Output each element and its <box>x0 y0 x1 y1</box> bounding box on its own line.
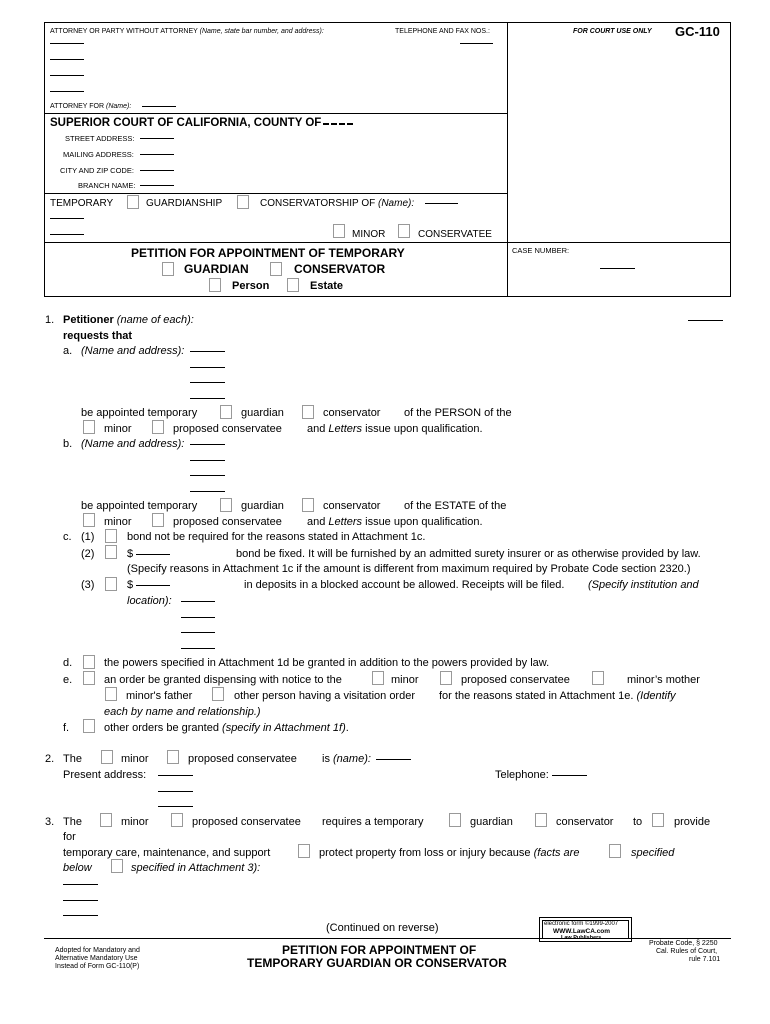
item1a-hint: (Name and address): <box>81 345 185 357</box>
item1e-other-checkbox[interactable] <box>212 687 224 701</box>
item3-proposed-checkbox[interactable] <box>171 813 183 827</box>
item3-number: 3. <box>45 816 55 828</box>
item1c2-num: (2) <box>81 548 95 560</box>
item3-protect: protect property from loss or injury because (facts are <box>319 847 580 859</box>
item2-telephone: Telephone: <box>495 769 549 781</box>
item2-the: The <box>63 753 82 765</box>
item3-specified-attachment: specified in Attachment 3): <box>131 862 261 874</box>
case-minor-checkbox[interactable] <box>333 224 345 238</box>
court-use-label: FOR COURT USE ONLY <box>573 28 652 35</box>
petitioner-field[interactable] <box>688 320 723 321</box>
mailing-field[interactable] <box>140 154 174 155</box>
item1e-other: other person having a visitation order <box>234 690 415 702</box>
item1a-proposed: proposed conservatee <box>173 423 282 435</box>
item2-proposed: proposed conservatee <box>188 753 297 765</box>
phone-label: TELEPHONE AND FAX NOS.: <box>395 28 490 35</box>
item2-number: 2. <box>45 753 55 765</box>
adopted-line-1: Adopted for Mandatory and <box>55 947 140 954</box>
item3-minor-checkbox[interactable] <box>100 813 112 827</box>
item1b-hint: (Name and address): <box>81 438 185 450</box>
item2-minor: minor <box>121 753 149 765</box>
form-title: PETITION FOR APPOINTMENT OF TEMPORARY <box>131 246 405 260</box>
item1a-minor-checkbox[interactable] <box>83 420 95 434</box>
item1a-label: a. <box>63 345 73 357</box>
item1a-guardian: guardian <box>241 407 284 419</box>
case-temporary: TEMPORARY <box>50 198 114 209</box>
item3-for: for <box>63 831 76 843</box>
item3-provide: provide <box>674 816 711 828</box>
county-field[interactable] <box>323 123 353 125</box>
title-estate: Estate <box>310 280 344 292</box>
item1-requests: requests that <box>63 330 133 342</box>
item2-present-address: Present address: <box>63 769 147 781</box>
item1c1-text: bond not be required for the reasons stated in Attachment 1c. <box>127 531 426 543</box>
item1a-field-4[interactable] <box>190 398 225 399</box>
title-person: Person <box>232 280 270 292</box>
item3-to: to <box>633 816 643 828</box>
item3-protect-checkbox[interactable] <box>298 844 310 858</box>
item1c3-hint: (Specify institution and <box>588 579 699 591</box>
item3-specified: specified <box>631 847 675 859</box>
item1c2-text2: (Specify reasons in Attachment 1c if the amount is different from maximum required by Probate Code section 2320.) <box>127 563 691 575</box>
item3-guardian-checkbox[interactable] <box>449 813 461 827</box>
case-name-line-3[interactable] <box>50 234 84 235</box>
item1c3-num: (3) <box>81 579 95 591</box>
item1d-text: the powers specified in Attachment 1d be granted in addition to the powers provided by law. <box>104 657 550 669</box>
attorney-label: ATTORNEY OR PARTY WITHOUT ATTORNEY (Name, state bar number, and address): <box>50 28 324 35</box>
case-number-label: CASE NUMBER: <box>512 246 570 255</box>
item1e-minor-checkbox[interactable] <box>372 671 384 685</box>
item1c2-dollar: $ <box>127 548 134 560</box>
item1b-field-3[interactable] <box>190 475 225 476</box>
case-guardianship: GUARDIANSHIP <box>146 198 223 209</box>
attorney-field-line-1[interactable] <box>50 43 84 44</box>
reference-line-1: Probate Code, § 2250 <box>649 940 718 947</box>
adopted-line-2: Alternative Mandatory Use <box>55 955 138 962</box>
footer-title-1: PETITION FOR APPOINTMENT OF <box>282 943 477 957</box>
item1c3-text: in deposits in a blocked account be allowed. Receipts will be filed. <box>244 579 565 591</box>
footer-title-2: TEMPORARY GUARDIAN OR CONSERVATOR <box>247 956 507 970</box>
item1e-proposed: proposed conservatee <box>461 674 570 686</box>
item1c-label: c. <box>63 531 72 543</box>
case-name-line-2[interactable] <box>50 218 84 219</box>
stamp-line-2: WWW.LawCA.com <box>553 928 611 935</box>
item3-conservator-checkbox[interactable] <box>535 813 547 827</box>
city-label: CITY AND ZIP CODE: <box>60 166 134 175</box>
item3-proposed: proposed conservatee <box>192 816 301 828</box>
item1c3-dollar: $ <box>127 579 134 591</box>
item3-minor: minor <box>121 816 149 828</box>
street-label: STREET ADDRESS: <box>65 134 135 143</box>
publisher-stamp <box>539 917 632 942</box>
item1a-guardian-checkbox[interactable] <box>220 405 232 419</box>
item1a-conservator: conservator <box>323 407 381 419</box>
court-title: SUPERIOR COURT OF CALIFORNIA, COUNTY OF <box>50 117 322 129</box>
item1d-checkbox[interactable] <box>83 655 95 669</box>
item1a-be-appointed: be appointed temporary <box>81 407 198 419</box>
item1e-mother-checkbox[interactable] <box>592 671 604 685</box>
item1b-field-2[interactable] <box>190 460 225 461</box>
item3-facts-2[interactable] <box>63 900 98 901</box>
item1f-checkbox[interactable] <box>83 719 95 733</box>
item1e-checkbox[interactable] <box>83 671 95 685</box>
item2-minor-checkbox[interactable] <box>101 750 113 764</box>
item1a-minor: minor <box>104 423 132 435</box>
title-section-divider <box>44 242 731 243</box>
item1a-conservator-checkbox[interactable] <box>302 405 314 419</box>
item1c3-hint2: location): <box>127 595 172 607</box>
item1e-proposed-checkbox[interactable] <box>440 671 452 685</box>
item2-name-field[interactable] <box>376 759 411 760</box>
item1d-label: d. <box>63 657 73 669</box>
attorney-for-field[interactable] <box>142 106 176 107</box>
form-number: GC-110 <box>675 24 720 39</box>
continued-note: (Continued on reverse) <box>326 922 439 934</box>
item3-guardian: guardian <box>470 816 513 828</box>
item1b-minor: minor <box>104 516 132 528</box>
reference-line-2: Cal. Rules of Court, <box>656 948 718 955</box>
attorney-field-line-2[interactable] <box>50 59 84 60</box>
item1b-conservator: conservator <box>323 500 381 512</box>
court-section-divider <box>44 193 507 194</box>
item2-address-3[interactable] <box>158 806 193 807</box>
item2-address-2[interactable] <box>158 791 193 792</box>
case-number-field[interactable] <box>600 268 635 269</box>
case-conservatee-checkbox[interactable] <box>398 224 410 238</box>
mailing-label: MAILING ADDRESS: <box>63 150 134 159</box>
branch-field[interactable] <box>140 185 174 186</box>
item1a-field-3[interactable] <box>190 382 225 383</box>
title-conservator-checkbox[interactable] <box>270 262 282 276</box>
title-person-checkbox[interactable] <box>209 278 221 292</box>
case-conservatorship: CONSERVATORSHIP OF (Name): <box>260 198 415 209</box>
item1b-guardian-checkbox[interactable] <box>220 498 232 512</box>
item3-the: The <box>63 816 82 828</box>
stamp-line-1: electronic form ©1999-2007 <box>544 921 619 927</box>
item1a-field-2[interactable] <box>190 367 225 368</box>
item1e-minor: minor <box>391 674 419 686</box>
attorney-section-divider <box>44 113 507 114</box>
stamp-line-3: Law Publishers <box>561 935 602 941</box>
case-conservatee: CONSERVATEE <box>418 229 492 240</box>
item1c3-location-1[interactable] <box>181 601 215 602</box>
item1c1-checkbox[interactable] <box>105 529 117 543</box>
caption-divider <box>507 22 508 297</box>
item1e-text: an order be granted dispensing with notice to the <box>104 674 342 686</box>
item2-telephone-field[interactable] <box>552 775 587 776</box>
item1b-minor-checkbox[interactable] <box>83 513 95 527</box>
item1c3-location-4[interactable] <box>181 648 215 649</box>
title-guardian-checkbox[interactable] <box>162 262 174 276</box>
item1e-father-checkbox[interactable] <box>105 687 117 701</box>
item1b-label: b. <box>63 438 73 450</box>
item1e-label: e. <box>63 674 73 686</box>
branch-label: BRANCH NAME: <box>78 181 136 190</box>
item2-address-1[interactable] <box>158 775 193 776</box>
city-field[interactable] <box>140 170 174 171</box>
title-estate-checkbox[interactable] <box>287 278 299 292</box>
item1b-be-appointed: be appointed temporary <box>81 500 198 512</box>
item1c1-num: (1) <box>81 531 95 543</box>
item3-facts-1[interactable] <box>63 884 98 885</box>
item1e-mother: minor’s mother <box>627 674 700 686</box>
adopted-line-3: Instead of Form GC-110(P) <box>55 963 140 970</box>
item2-proposed-checkbox[interactable] <box>167 750 179 764</box>
attorney-field-line-4[interactable] <box>50 91 84 92</box>
street-field[interactable] <box>140 138 174 139</box>
item1b-guardian: guardian <box>241 500 284 512</box>
item1a-letters: and Letters issue upon qualification. <box>307 423 483 435</box>
conservatorship-checkbox[interactable] <box>237 195 249 209</box>
item1a-proposed-checkbox[interactable] <box>152 420 164 434</box>
item1c2-amount-field[interactable] <box>136 554 170 555</box>
attorney-for-label: ATTORNEY FOR (Name): <box>50 103 132 110</box>
item3-facts-3[interactable] <box>63 915 98 916</box>
item1f-label: f. <box>63 722 70 734</box>
item1-petitioner: Petitioner (name of each): <box>63 314 194 326</box>
title-guardian: GUARDIAN <box>184 262 249 276</box>
attorney-field-line-3[interactable] <box>50 75 84 76</box>
item1b-of-estate: of the ESTATE of the <box>404 500 507 512</box>
item1b-conservator-checkbox[interactable] <box>302 498 314 512</box>
item1e-father: minor's father <box>126 690 193 702</box>
item3-provide-checkbox[interactable] <box>652 813 664 827</box>
item3-requires: requires a temporary <box>322 816 424 828</box>
phone-field[interactable] <box>460 43 493 44</box>
item1b-proposed-checkbox[interactable] <box>152 513 164 527</box>
item3-care: temporary care, maintenance, and support <box>63 847 271 859</box>
item1c3-amount-field[interactable] <box>136 585 170 586</box>
item1e-identify2: each by name and relationship.) <box>104 706 261 718</box>
item1f-text: other orders be granted (specify in Attachment 1f). <box>104 722 349 734</box>
item2-is: is (name): <box>322 753 371 765</box>
item1b-field-1[interactable] <box>190 444 225 445</box>
title-conservator: CONSERVATOR <box>294 262 386 276</box>
case-minor: MINOR <box>352 229 386 240</box>
item3-below: below <box>63 862 92 874</box>
guardianship-checkbox[interactable] <box>127 195 139 209</box>
item1c3-checkbox[interactable] <box>105 577 117 591</box>
item3-specified-checkbox[interactable] <box>609 844 621 858</box>
case-name-field[interactable] <box>425 203 458 204</box>
item1a-of-person: of the PERSON of the <box>404 407 512 419</box>
item1a-field-1[interactable] <box>190 351 225 352</box>
item1b-letters: and Letters issue upon qualification. <box>307 516 483 528</box>
item1-number: 1. <box>45 314 55 326</box>
item1c3-location-2[interactable] <box>181 617 215 618</box>
item1b-field-4[interactable] <box>190 491 225 492</box>
item3-attachment-checkbox[interactable] <box>111 859 123 873</box>
item1e-reasons: for the reasons stated in Attachment 1e. (Identify <box>439 690 676 702</box>
item1c2-checkbox[interactable] <box>105 545 117 559</box>
reference-line-3: rule 7.101 <box>689 956 721 963</box>
item3-conservator: conservator <box>556 816 614 828</box>
item1b-proposed: proposed conservatee <box>173 516 282 528</box>
item1c3-location-3[interactable] <box>181 632 215 633</box>
item1c2-text: bond be fixed. It will be furnished by an admitted surety insurer or as otherwise provided by law. <box>236 548 701 560</box>
